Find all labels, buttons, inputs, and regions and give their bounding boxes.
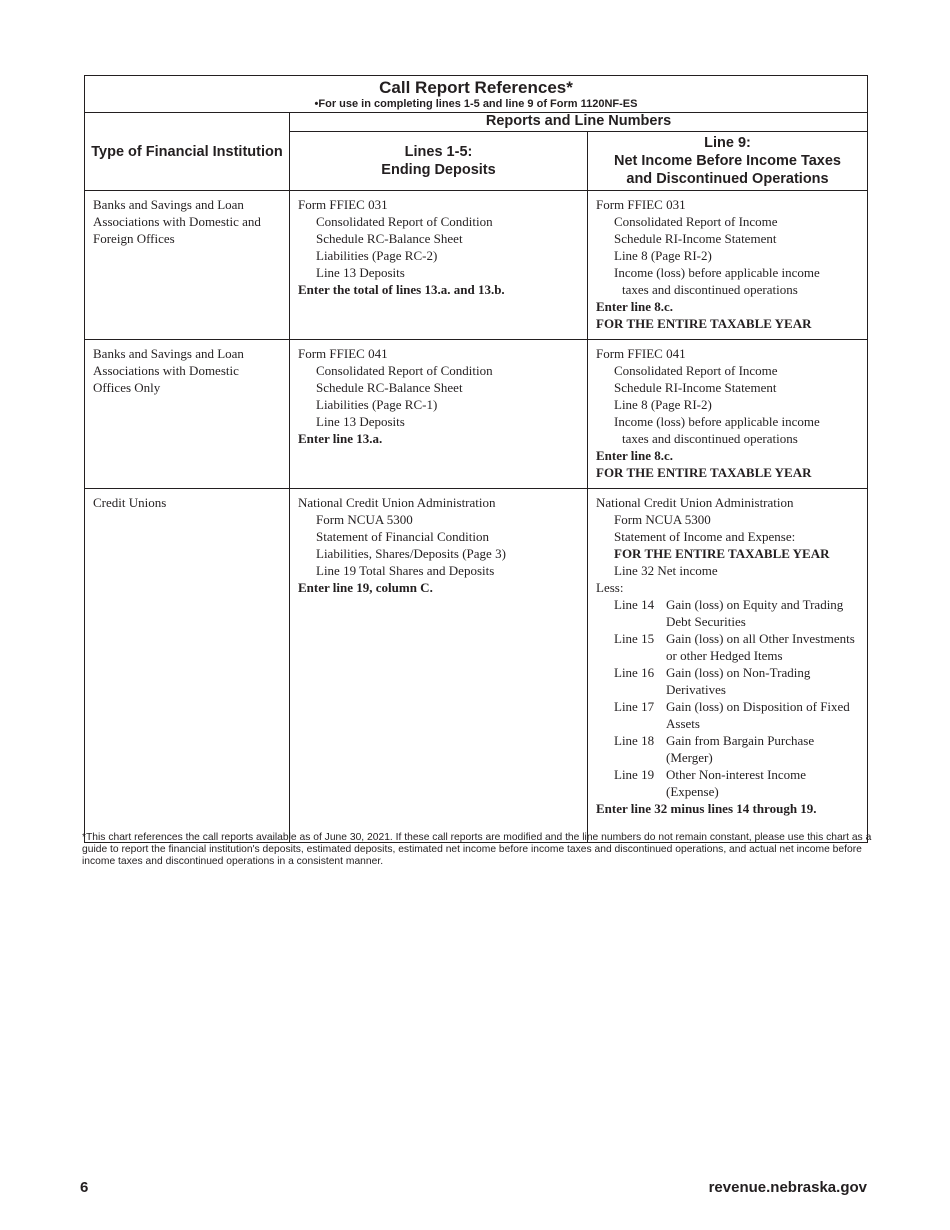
call-report-references-table	[84, 75, 868, 843]
header-type-of-institution: Type of Financial Institution	[85, 113, 290, 191]
table-title: Call Report References*	[379, 78, 573, 97]
income-instruction: Enter line 8.c.	[596, 448, 674, 463]
income-period: FOR THE ENTIRE TAXABLE YEAR	[596, 316, 812, 331]
header-lines-1-5: Lines 1-5: Ending Deposits	[290, 132, 588, 191]
subtraction-item: Line 15 Gain (loss) on all Other Investments or other Hedged Items	[614, 631, 855, 663]
subtraction-item: Line 16 Gain (loss) on Non-Trading Derivatives	[614, 665, 811, 697]
deposits-instruction: Enter line 13.a.	[298, 431, 383, 446]
page-number: 6	[80, 1179, 89, 1196]
website-url: revenue.nebraska.gov	[708, 1179, 867, 1196]
subtraction-item: Line 18 Gain from Bargain Purchase (Merger)	[614, 733, 815, 765]
income-period: FOR THE ENTIRE TAXABLE YEAR	[614, 546, 830, 561]
table-row	[85, 191, 868, 340]
income-period: FOR THE ENTIRE TAXABLE YEAR	[596, 465, 812, 480]
table-subtitle: •For use in completing lines 1-5 and line 9 of Form 1120NF-ES	[314, 98, 638, 110]
institution-type-cell: Credit Unions	[85, 489, 290, 843]
header-reports-and-line-numbers: Reports and Line Numbers	[290, 113, 868, 132]
net-income-cell: Form FFIEC 041 Consolidated Report of Income Schedule RI-Income Statement Line 8 (Page RI-2) Income (loss) before applicable income taxes and discontinued operations Enter line 8.c. FOR THE ENTIRE TAXABLE YEAR	[588, 340, 868, 489]
table-row	[85, 489, 868, 843]
net-income-cell: National Credit Union Administration Form NCUA 5300 Statement of Income and Expense: FOR THE ENTIRE TAXABLE YEAR Line 32 Net income Less: Line 14 Gain (loss) on Equity and Trading Debt Securities Line 15 Gain (loss) on all Other Investments or other Hedged Items Line 16 Gain (loss) on Non-Trading Derivatives Line 17 Gain (loss) on Disposition of Fixed Assets Line 18 Gain from Bargain Purchase (Merger) Line 19 Other Non-interest Income (Expense) Enter line 32 minus lines 14 through 19.	[588, 489, 868, 843]
subtraction-item: Line 14 Gain (loss) on Equity and Trading Debt Securities	[614, 597, 844, 629]
ending-deposits-cell: Form FFIEC 031 Consolidated Report of Condition Schedule RC-Balance Sheet Liabilities (Page RC-2) Line 13 Deposits Enter the total of lines 13.a. and 13.b.	[290, 191, 588, 340]
net-income-cell: Form FFIEC 031 Consolidated Report of Income Schedule RI-Income Statement Line 8 (Page RI-2) Income (loss) before applicable income taxes and discontinued operations Enter line 8.c. FOR THE ENTIRE TAXABLE YEAR	[588, 191, 868, 340]
subtraction-item: Line 19 Other Non-interest Income (Expense)	[614, 767, 807, 799]
income-instruction: Enter line 32 minus lines 14 through 19.	[596, 801, 817, 816]
table-row	[85, 340, 868, 489]
institution-type-cell: Banks and Savings and Loan Associations with Domestic and Foreign Offices	[85, 191, 290, 340]
income-instruction: Enter line 8.c.	[596, 299, 674, 314]
ending-deposits-cell: National Credit Union Administration Form NCUA 5300 Statement of Financial Condition Liabilities, Shares/Deposits (Page 3) Line 19 Total Shares and Deposits Enter line 19, column C.	[290, 489, 588, 843]
table-title-cell	[85, 76, 868, 113]
footnote: *This chart references the call reports available as of June 30, 2021. If these call reports are modified and the line numbers do not remain constant, please use this chart as a guide to report the financial institution's deposits, estimated deposits, estimated net income before income taxes and discontinued operations, and actual net income before income taxes and discontinued operations in a consistent manner.	[82, 832, 872, 867]
deposits-instruction: Enter the total of lines 13.a. and 13.b.	[298, 282, 505, 297]
institution-type-cell: Banks and Savings and Loan Associations with Domestic Offices Only	[85, 340, 290, 489]
deposits-instruction: Enter line 19, column C.	[298, 580, 433, 595]
header-line-9: Line 9: Net Income Before Income Taxes and Discontinued Operations	[588, 132, 868, 191]
subtraction-item: Line 17 Gain (loss) on Disposition of Fixed Assets	[614, 699, 850, 731]
ending-deposits-cell: Form FFIEC 041 Consolidated Report of Condition Schedule RC-Balance Sheet Liabilities (Page RC-1) Line 13 Deposits Enter line 13.a.	[290, 340, 588, 489]
